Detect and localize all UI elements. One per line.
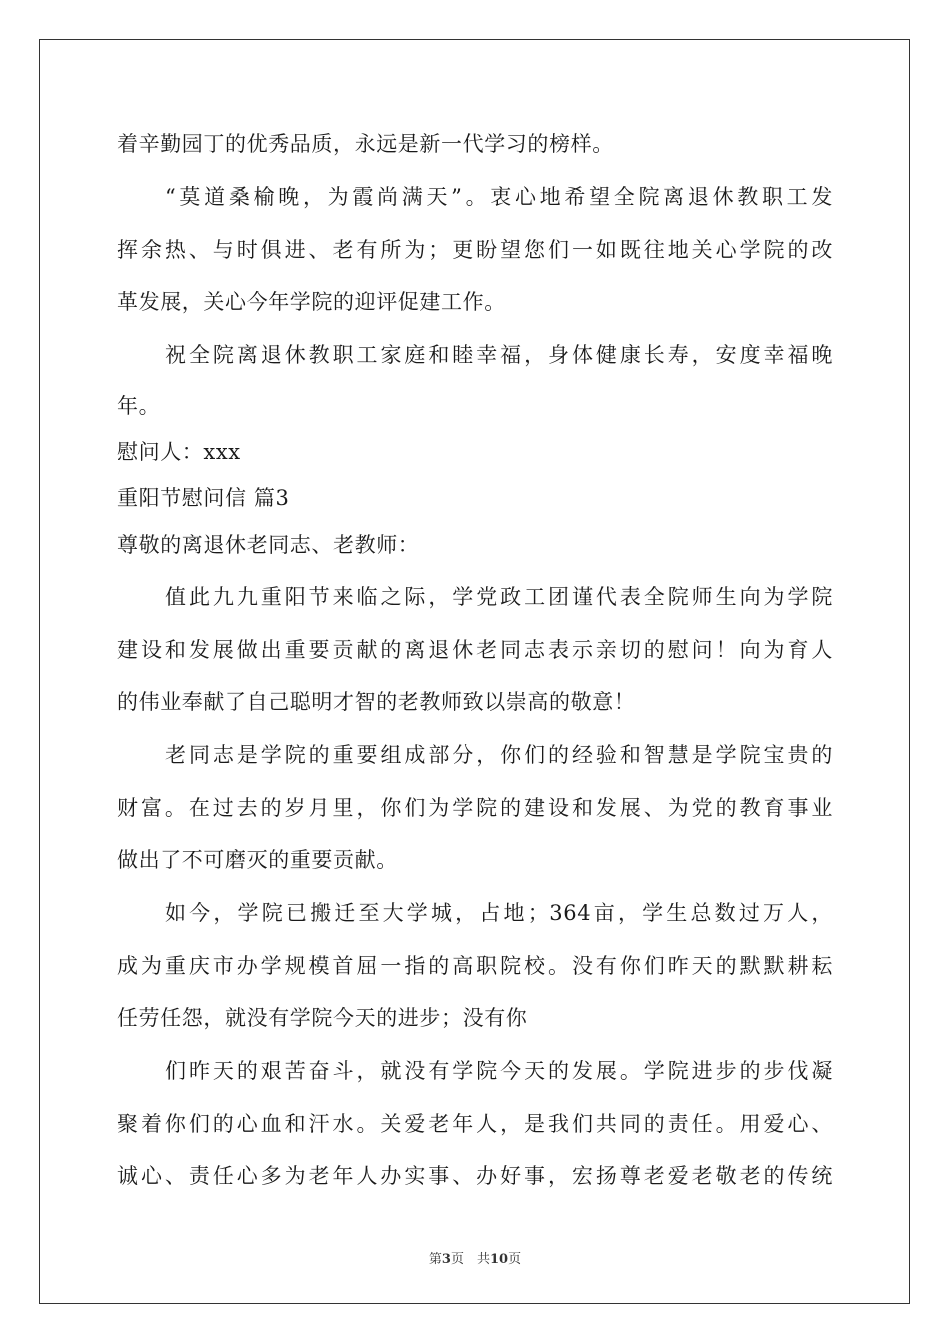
text-line: 革发展，关心今年学院的迎评促建工作。 [117,290,506,314]
section-heading: 重阳节慰问信 篇3 [117,486,290,510]
page-label-mid: 页 共 [450,1252,490,1267]
page-footer [0,1248,950,1267]
text-line: 挥余热、与时俱进、老有所为；更盼望您们一如既往地关心学院的改 [117,238,833,262]
text-line: 祝全院离退休教职工家庭和睦幸福，身体健康长寿，安度幸福晚 [165,343,833,367]
text-line: 财富。在过去的岁月里，你们为学院的建设和发展、为党的教育事业 [117,796,833,820]
salutation: 尊敬的离退休老同志、老教师： [117,533,420,557]
text-line: 诚心、责任心多为老年人办实事、办好事，宏扬尊老爱老敬老的传统 [117,1164,833,1188]
text-line: “莫道桑榆晚，为霞尚满天”。衷心地希望全院离退休教职工发 [165,185,833,209]
text-line: 任劳任怨，就没有学院今天的进步；没有你 [117,1006,528,1030]
current-page-number: 3 [441,1252,451,1267]
text-line: 老同志是学院的重要组成部分，你们的经验和智慧是学院宝贵的 [165,743,833,767]
text-line: 建设和发展做出重要贡献的离退休老同志表示亲切的慰问！向为育人 [117,638,833,662]
page-label-prefix: 第 [428,1252,442,1267]
text-line: 做出了不可磨灭的重要贡献。 [117,848,398,872]
total-page-count: 10 [489,1252,509,1267]
text-line: 成为重庆市办学规模首屈一指的高职院校。没有你们昨天的默默耕耘 [117,954,833,978]
text-line: 如今，学院已搬迁至大学城，占地；364亩，学生总数过万人， [165,901,833,925]
signature-line: 慰问人：xxx [117,440,241,464]
text-line: 的伟业奉献了自己聪明才智的老教师致以崇高的敬意！ [117,690,636,714]
text-line: 值此九九重阳节来临之际，学党政工团谨代表全院师生向为学院 [165,585,833,609]
text-line: 着辛勤园丁的优秀品质，永远是新一代学习的榜样。 [117,132,614,156]
text-line: 年。 [117,394,161,418]
page-label-suffix: 页 [508,1252,522,1267]
text-line: 聚着你们的心血和汗水。关爱老年人，是我们共同的责任。用爱心、 [117,1112,833,1136]
text-line: 们昨天的艰苦奋斗，就没有学院今天的发展。学院进步的步伐凝 [165,1059,833,1083]
